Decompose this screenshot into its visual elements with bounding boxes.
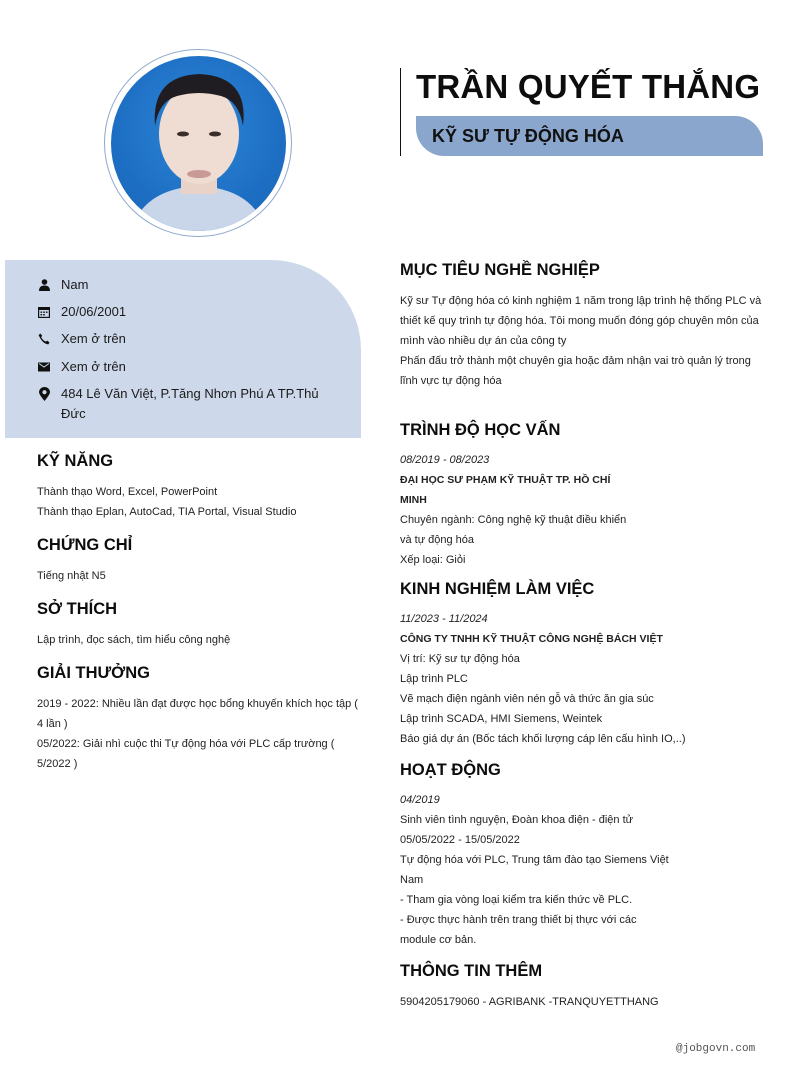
activity-line: 05/05/2022 - 15/05/2022 [400, 834, 520, 846]
experience-line: Lập trình SCADA, HMI Siemens, Weintek [400, 713, 603, 725]
experience-line: Lập trình PLC [400, 673, 468, 685]
experience-entry [400, 609, 768, 749]
education-major: Chuyên ngành: Công nghệ kỹ thuật điều khiển và tự động hóa [400, 514, 627, 546]
award-item: 05/2022: Giải nhì cuộc thi Tự động hóa với PLC cấp trường ( 5/2022 ) [37, 738, 335, 770]
experience-period: 11/2023 - 11/2024 [400, 613, 488, 625]
candidate-name: TRẦN QUYẾT THẮNG [416, 68, 761, 105]
info-email: Xem ở trên [37, 357, 321, 377]
activities-heading: HOẠT ĐỘNG [400, 761, 501, 779]
avatar-photo-icon [111, 56, 286, 231]
education-rank: Xếp loại: Giỏi [400, 554, 466, 566]
objective-paragraph: Phấn đấu trở thành một chuyên gia hoặc đảm nhận vai trò quản lý trong lĩnh vực tự động hóa [400, 355, 751, 387]
experience-line: Báo giá dự án (Bốc tách khối lượng cáp lên cấu hình IO,..) [400, 733, 686, 745]
objective-heading: MỤC TIÊU NGHỀ NGHIỆP [400, 261, 600, 279]
certificate-item: Tiếng nhật N5 [37, 570, 106, 582]
phone-icon [37, 329, 51, 349]
awards-list [37, 694, 362, 774]
location-pin-icon [37, 384, 51, 404]
education-entry [400, 450, 635, 570]
skill-item: Thành thạo Eplan, AutoCad, TIA Portal, Visual Studio [37, 506, 297, 518]
info-birthday: 20/06/2001 [37, 302, 321, 322]
activity-line: - Tham gia vòng loại kiểm tra kiến thức về PLC. [400, 894, 633, 906]
activity-period: 04/2019 [400, 794, 440, 806]
activity-line: - Được thực hành trên trang thiết bị thực với các module cơ bản. [400, 914, 637, 946]
experience-line: Vẽ mạch điện ngành viên nén gỗ và thức ăn gia súc [400, 693, 654, 705]
experience-heading: KINH NGHIỆM LÀM VIỆC [400, 580, 595, 598]
calendar-icon [37, 302, 51, 322]
extra-info-text: 5904205179060 - AGRIBANK -TRANQUYETTHANG [400, 996, 659, 1008]
avatar [111, 56, 286, 231]
info-phone: Xem ở trên [37, 329, 321, 349]
skill-item: Thành thạo Word, Excel, PowerPoint [37, 486, 218, 498]
education-school: ĐẠI HỌC SƯ PHẠM KỸ THUẬT TP. HỒ CHÍ MINH [400, 474, 611, 506]
award-item: 2019 - 2022: Nhiều lần đạt được học bổng khuyến khích học tập ( 4 lần ) [37, 698, 358, 730]
info-address: 484 Lê Văn Việt, P.Tăng Nhơn Phú A TP.Thủ Đức [37, 384, 321, 424]
activity-line: Tự động hóa với PLC, Trung tâm đào tạo Siemens Việt Nam [400, 854, 669, 886]
watermark: @jobgovn.com [676, 1043, 756, 1055]
skills-heading: KỸ NĂNG [37, 452, 114, 470]
certificates-list [37, 566, 357, 586]
mail-icon [37, 357, 51, 377]
hobbies-heading: SỞ THÍCH [37, 600, 118, 618]
activities-entry [400, 790, 675, 950]
experience-company: CÔNG TY TNHH KỸ THUẬT CÔNG NGHỆ BÁCH VIỆT [400, 633, 663, 645]
objective-paragraph: Kỹ sư Tự động hóa có kinh nghiệm 1 năm trong lập trình hệ thống PLC và thiết kế quy trình tự động hóa. Tôi mong muốn đóng góp chuyên môn của mình vào nhiều dự án của công ty [400, 295, 762, 347]
job-title: KỸ SƯ TỰ ĐỘNG HÓA [432, 125, 624, 146]
activity-line: Sinh viên tình nguyện, Đoàn khoa điện - điện tử [400, 814, 634, 826]
objective-text [400, 291, 768, 391]
info-gender: Nam [37, 275, 321, 295]
awards-heading: GIẢI THƯỞNG [37, 664, 151, 682]
education-heading: TRÌNH ĐỘ HỌC VẤN [400, 421, 561, 439]
extra-info-heading: THÔNG TIN THÊM [400, 962, 543, 980]
header-divider [400, 68, 401, 156]
job-title-badge [416, 116, 763, 156]
hobby-item: Lập trình, đọc sách, tìm hiểu công nghệ [37, 634, 231, 646]
hobbies-list [37, 630, 357, 650]
experience-line: Vị trí: Kỹ sư tự động hóa [400, 653, 520, 665]
skills-list [37, 482, 357, 522]
person-icon [37, 275, 51, 295]
education-period: 08/2019 - 08/2023 [400, 454, 490, 466]
certificates-heading: CHỨNG CHỈ [37, 536, 133, 554]
